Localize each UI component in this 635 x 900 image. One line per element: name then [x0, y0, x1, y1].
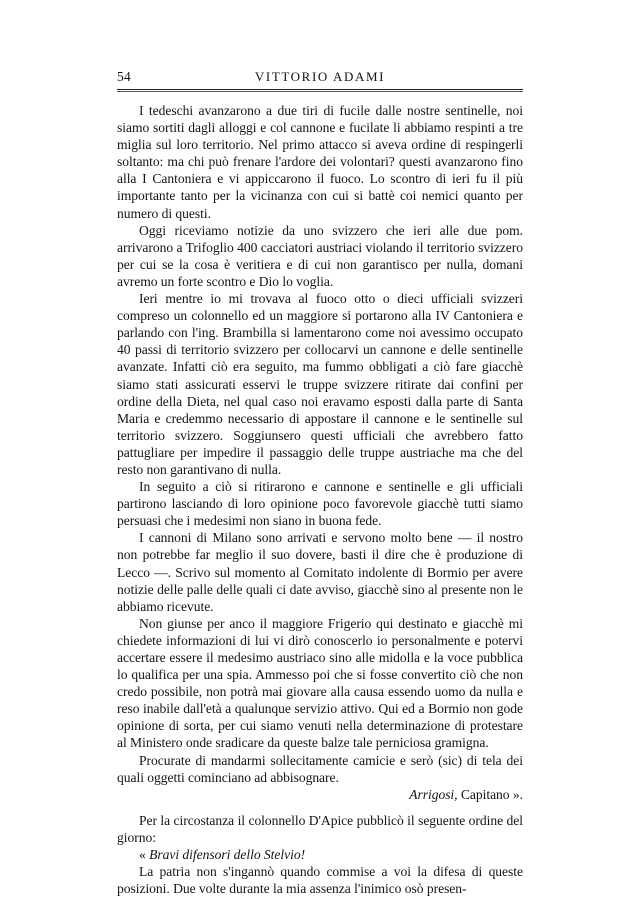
paragraph: Oggi riceviamo notizie da uno svizzero che ieri alle due pom. arrivarono a Trifoglio 400 cacciatori austriaci violando il territorio svizzero per cui se la cosa è veritiera e di cui non garantisco per nulla, domani avremo un forte scontro e Dio lo voglia.	[117, 222, 523, 289]
paragraph: Procurate di mandarmi sollecitamente camicie e serò (sic) di tela dei quali oggetti cominciano ad abbisognare.	[117, 752, 523, 785]
signature-name: Arrigosi,	[409, 786, 458, 802]
salutation-quote: «	[139, 847, 150, 863]
page-number: 54	[117, 69, 132, 84]
header-rule	[117, 89, 523, 92]
salutation-text: Bravi difensori dello Stelvio!	[149, 847, 306, 863]
paragraph: In seguito a ciò si ritirarono e cannone e sentinelle e gli ufficiali partirono lasciando di loro opinione poco favorevole giacchè tutti siamo persuasi che i medesimi non siano in buona fede.	[117, 479, 523, 529]
order-salutation	[139, 846, 523, 863]
paragraph: I tedeschi avanzarono a due tiri di fucile dalle nostre sentinelle, noi siamo sortiti dagli alloggi e col cannone e fucilate li abbiamo respinti a tre miglia sul loro territorio. Nel primo attacco si aveva ordine di respingerli soltanto: ma chi può frenare l'ardore dei volontari? questi avanzarono fino alla I Cantoniera e vi appiccarono il fuoco. Lo scontro di ieri fu il più importante tanto per la vicinanza con cui si battè coi nemici quanto per numero di questi.	[117, 103, 523, 221]
letter-signature	[117, 786, 523, 803]
running-head: VITTORIO ADAMI	[254, 69, 386, 84]
paragraph: Per la circostanza il colonnello D'Apice pubblicò il seguente ordine del giorno:	[117, 812, 523, 845]
page-header	[117, 69, 523, 87]
paragraph: I cannoni di Milano sono arrivati e servono molto bene — il nostro non potrebbe far meglio il suo dovere, basti il dire che è produzione di Lecco —. Scrivo sul momento al Comitato indolente di Bormio per avere notizie delle palle delle quali ci date avviso, giacchè sino al presente non le abbiamo ricevute.	[117, 530, 523, 614]
paragraph: La patria non s'ingannò quando commise a voi la difesa di queste posizioni. Due volte durante la mia assenza l'inimico osò presen-	[117, 864, 523, 897]
signature-title: Capitano ».	[457, 786, 523, 802]
paragraph: Non giunse per anco il maggiore Frigerio qui destinato e giacchè mi chiedete informazioni di lui vi dirò conoscerlo io personalmente e potervi accertare essere il medesimo austriaco sino alle midolla e la voce pubblica lo qualifica per una spia. Ammesso poi che si fosse convertito ciò che non credo possibile, non potrà mai giovare alla causa essendo uomo da nulla e reso inabile dall'età a qualunque servizio attivo. Qui ed a Bormio non gode opinione di sorta, per cui siamo venuti nella determinazione di protestare al Ministero onde sradicare da queste balze tale perniciosa gramigna.	[117, 615, 523, 751]
paragraph: Ieri mentre io mi trovava al fuoco otto o dieci ufficiali svizzeri compreso un colonnello ed un maggiore si portarono alla IV Cantoniera e parlando con l'ing. Brambilla si lamentarono come noi avessimo occupato 40 passi di territorio svizzero per collocarvi un cannone e delle sentinelle avanzate. Infatti ciò era seguito, ma fummo obbligati a ciò fare giacchè siamo stati assicurati esservi le truppe svizzere ritirate dai confini per ordine della Dieta, nel qual caso noi eravamo esposti dalla parte di Santa Maria e credemmo necessario di appostare il cannone e le sentinelle sul territorio svizzero. Soggiunsero questi ufficiali che avrebbero fatto pattugliare per impedire il passaggio delle truppe austriache ma che del resto non garantivano di nulla.	[117, 291, 523, 477]
body-text	[117, 102, 523, 897]
